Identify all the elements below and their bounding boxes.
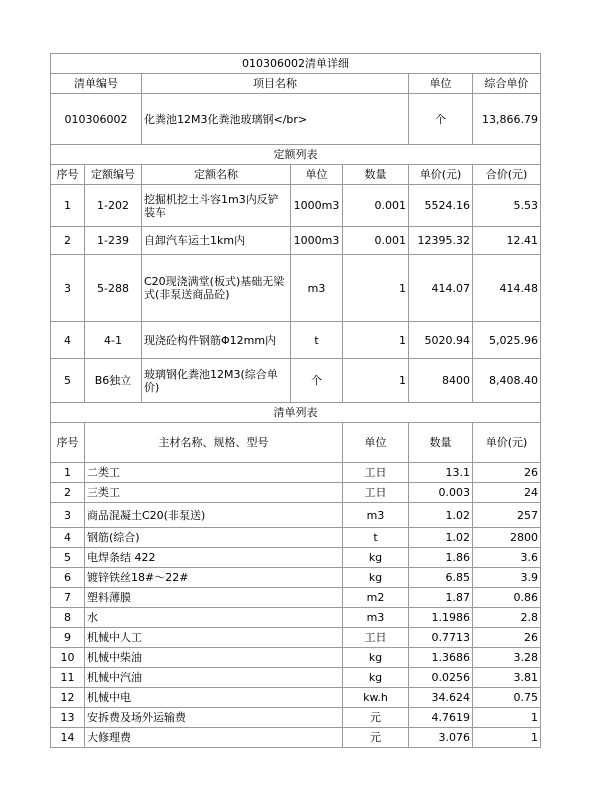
material-header-no: 序号 [51, 423, 85, 463]
material-unit: t [343, 528, 409, 548]
material-price: 3.28 [473, 648, 541, 668]
quota-header-name: 定额名称 [142, 165, 291, 185]
material-header-qty: 数量 [409, 423, 473, 463]
material-no: 2 [51, 483, 85, 503]
material-price: 3.6 [473, 548, 541, 568]
material-no: 11 [51, 668, 85, 688]
material-qty: 34.624 [409, 688, 473, 708]
quota-qty: 1 [343, 255, 409, 322]
table-row [51, 255, 541, 322]
material-section-row [51, 403, 541, 423]
bill-code-header: 清单编号 [51, 74, 142, 94]
quota-name: 玻璃钢化粪池12M3(综合单价) [142, 359, 291, 403]
material-no: 5 [51, 548, 85, 568]
material-name: 水 [85, 608, 343, 628]
bill-name-header: 项目名称 [142, 74, 409, 94]
quota-unit: 1000m3 [291, 185, 343, 227]
material-price: 0.75 [473, 688, 541, 708]
material-price: 1 [473, 708, 541, 728]
material-unit: 工日 [343, 628, 409, 648]
material-no: 4 [51, 528, 85, 548]
table-title: 010306002清单详细 [51, 54, 541, 74]
material-no: 3 [51, 503, 85, 528]
material-header-price: 单价(元) [473, 423, 541, 463]
material-qty: 6.85 [409, 568, 473, 588]
quota-price: 8400 [409, 359, 473, 403]
material-name: 三类工 [85, 483, 343, 503]
material-no: 10 [51, 648, 85, 668]
quota-qty: 0.001 [343, 227, 409, 255]
material-qty: 13.1 [409, 463, 473, 483]
material-unit: kg [343, 668, 409, 688]
quota-name: 现浇砼构件钢筋Φ12mm内 [142, 322, 291, 359]
material-unit: m2 [343, 588, 409, 608]
quota-header-total: 合价(元) [473, 165, 541, 185]
material-header-name: 主材名称、规格、型号 [85, 423, 343, 463]
material-price: 257 [473, 503, 541, 528]
material-unit: 工日 [343, 483, 409, 503]
material-unit: 工日 [343, 463, 409, 483]
material-qty: 1.86 [409, 548, 473, 568]
material-name: 钢筋(综合) [85, 528, 343, 548]
material-unit: kw.h [343, 688, 409, 708]
material-name: 机械中人工 [85, 628, 343, 648]
table-row [51, 688, 541, 708]
material-unit: 元 [343, 708, 409, 728]
quota-unit: 1000m3 [291, 227, 343, 255]
material-qty: 1.87 [409, 588, 473, 608]
bill-price-header: 综合单价 [473, 74, 541, 94]
table-row [51, 728, 541, 748]
material-name: 安拆费及场外运输费 [85, 708, 343, 728]
quota-code: 1-202 [85, 185, 142, 227]
quota-code: 5-288 [85, 255, 142, 322]
quota-section-title: 定额列表 [51, 145, 541, 165]
material-price: 2.8 [473, 608, 541, 628]
quota-code: 1-239 [85, 227, 142, 255]
material-no: 14 [51, 728, 85, 748]
material-name: 机械中电 [85, 688, 343, 708]
material-qty: 1.02 [409, 528, 473, 548]
quota-total: 12.41 [473, 227, 541, 255]
material-qty: 1.3686 [409, 648, 473, 668]
material-unit: 元 [343, 728, 409, 748]
bill-row [51, 94, 541, 145]
material-name: 商品混凝土C20(非泵送) [85, 503, 343, 528]
quota-header-unit: 单位 [291, 165, 343, 185]
material-unit: kg [343, 568, 409, 588]
material-qty: 1.02 [409, 503, 473, 528]
material-unit: m3 [343, 503, 409, 528]
material-no: 8 [51, 608, 85, 628]
quota-section-row [51, 145, 541, 165]
bill-code: 010306002 [51, 94, 142, 145]
quota-price: 414.07 [409, 255, 473, 322]
material-name: 机械中汽油 [85, 668, 343, 688]
quota-no: 2 [51, 227, 85, 255]
table-row [51, 648, 541, 668]
material-unit: kg [343, 548, 409, 568]
material-no: 9 [51, 628, 85, 648]
table-row [51, 185, 541, 227]
quota-header-row [51, 165, 541, 185]
material-no: 6 [51, 568, 85, 588]
table-row [51, 568, 541, 588]
material-price: 1 [473, 728, 541, 748]
quota-no: 3 [51, 255, 85, 322]
quota-header-no: 序号 [51, 165, 85, 185]
table-row [51, 608, 541, 628]
material-no: 7 [51, 588, 85, 608]
table-row [51, 359, 541, 403]
quota-unit: t [291, 322, 343, 359]
material-price: 2800 [473, 528, 541, 548]
table-row [51, 503, 541, 528]
material-header-unit: 单位 [343, 423, 409, 463]
quota-total: 5,025.96 [473, 322, 541, 359]
quota-header-code: 定额编号 [85, 165, 142, 185]
material-price: 24 [473, 483, 541, 503]
bill-header-row [51, 74, 541, 94]
material-name: 二类工 [85, 463, 343, 483]
quota-total: 8,408.40 [473, 359, 541, 403]
bill-detail-table [50, 53, 541, 748]
table-row [51, 708, 541, 728]
material-qty: 3.076 [409, 728, 473, 748]
material-qty: 1.1986 [409, 608, 473, 628]
material-price: 0.86 [473, 588, 541, 608]
material-price: 26 [473, 463, 541, 483]
material-qty: 0.7713 [409, 628, 473, 648]
material-section-title: 清单列表 [51, 403, 541, 423]
quota-qty: 0.001 [343, 185, 409, 227]
material-no: 1 [51, 463, 85, 483]
quota-unit: m3 [291, 255, 343, 322]
bill-name: 化粪池12M3化粪池玻璃钢</br> [142, 94, 409, 145]
quota-total: 414.48 [473, 255, 541, 322]
bill-unit: 个 [409, 94, 473, 145]
material-no: 13 [51, 708, 85, 728]
quota-no: 1 [51, 185, 85, 227]
material-name: 镀锌铁丝18#～22# [85, 568, 343, 588]
quota-header-price: 单价(元) [409, 165, 473, 185]
quota-qty: 1 [343, 322, 409, 359]
material-qty: 4.7619 [409, 708, 473, 728]
quota-name: 自卸汽车运土1km内 [142, 227, 291, 255]
material-unit: m3 [343, 608, 409, 628]
material-name: 机械中柴油 [85, 648, 343, 668]
table-row [51, 668, 541, 688]
table-row [51, 463, 541, 483]
material-qty: 0.0256 [409, 668, 473, 688]
quota-qty: 1 [343, 359, 409, 403]
bill-unit-header: 单位 [409, 74, 473, 94]
table-row [51, 483, 541, 503]
quota-code: 4-1 [85, 322, 142, 359]
table-row [51, 628, 541, 648]
quota-name: C20现浇满堂(板式)基础无梁式(非泵送商品砼) [142, 255, 291, 322]
quota-name: 挖掘机挖土斗容1m3内反铲装车 [142, 185, 291, 227]
material-price: 3.9 [473, 568, 541, 588]
material-name: 电焊条结 422 [85, 548, 343, 568]
title-row [51, 54, 541, 74]
material-qty: 0.003 [409, 483, 473, 503]
quota-total: 5.53 [473, 185, 541, 227]
bill-price: 13,866.79 [473, 94, 541, 145]
material-unit: kg [343, 648, 409, 668]
material-price: 26 [473, 628, 541, 648]
quota-header-qty: 数量 [343, 165, 409, 185]
material-no: 12 [51, 688, 85, 708]
quota-price: 5524.16 [409, 185, 473, 227]
material-name: 塑料薄膜 [85, 588, 343, 608]
quota-price: 12395.32 [409, 227, 473, 255]
material-price: 3.81 [473, 668, 541, 688]
table-row [51, 227, 541, 255]
table-row [51, 322, 541, 359]
quota-no: 5 [51, 359, 85, 403]
quota-unit: 个 [291, 359, 343, 403]
quota-price: 5020.94 [409, 322, 473, 359]
material-name: 大修理费 [85, 728, 343, 748]
material-header-row [51, 423, 541, 463]
quota-code: B6独立 [85, 359, 142, 403]
table-row [51, 528, 541, 548]
table-row [51, 588, 541, 608]
quota-no: 4 [51, 322, 85, 359]
table-row [51, 548, 541, 568]
